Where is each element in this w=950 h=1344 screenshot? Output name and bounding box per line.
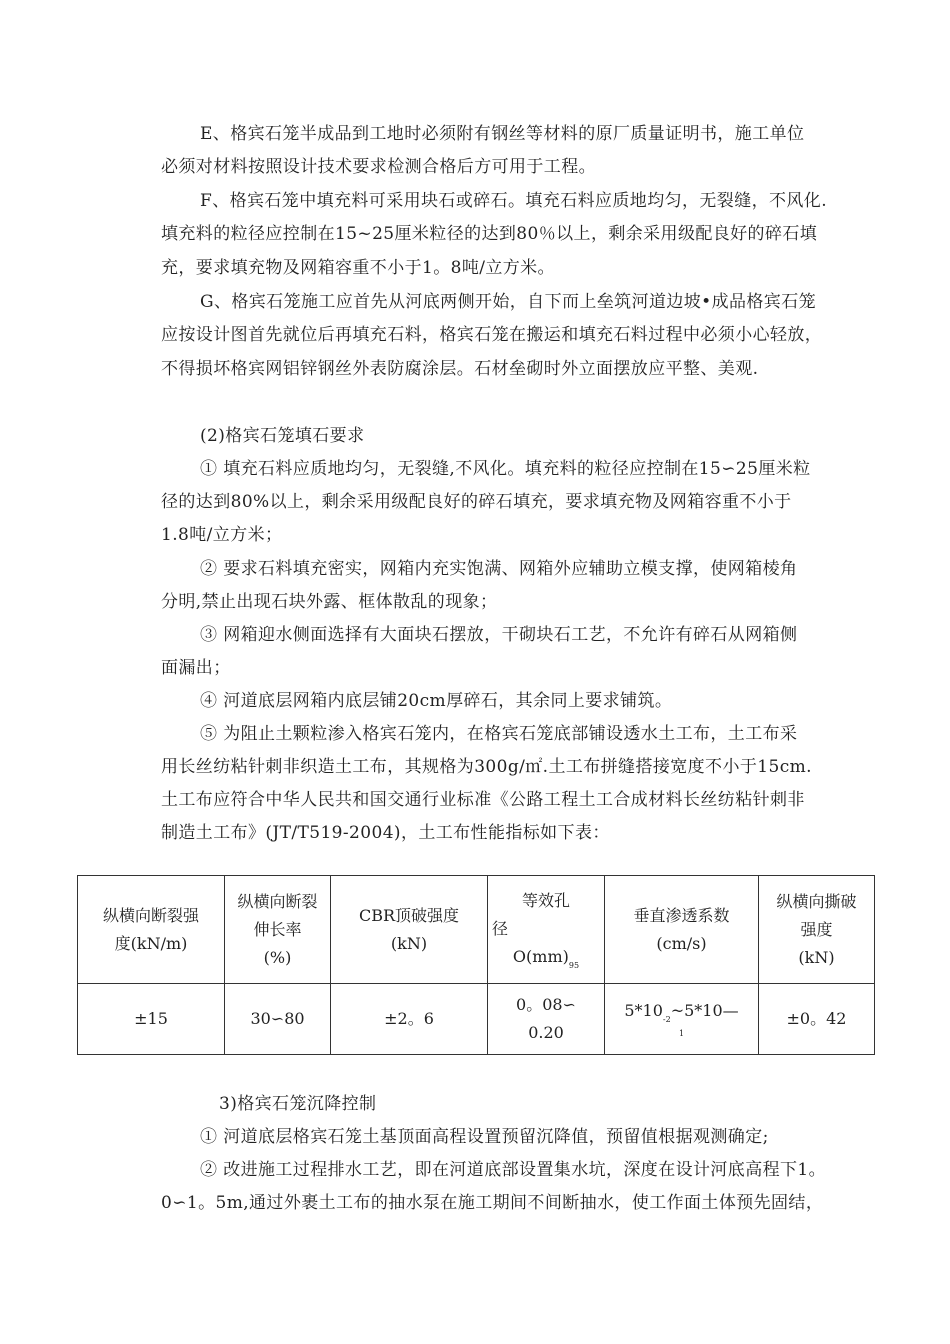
value-tear-strength: ±0。42 bbox=[759, 984, 875, 1055]
header-cell-text: 强度 bbox=[800, 919, 833, 939]
para-e-line1: E、格宾石笼半成品到工地时必须附有钢丝等材料的原厂质量证明书，施工单位 bbox=[200, 124, 805, 144]
value-cbr-strength: ±2。6 bbox=[331, 984, 488, 1055]
value-permeability bbox=[605, 984, 759, 1055]
value-cell-text: 0。08∽ bbox=[516, 995, 576, 1014]
permeability-low-exp: -2 bbox=[662, 1015, 671, 1024]
header-cell-text: 度(kN/m) bbox=[114, 933, 188, 953]
item-3-line2: 面漏出； bbox=[161, 658, 231, 678]
settlement-item-2-line1: ② 改进施工过程排水工艺，即在河道底部设置集水坑，深度在设计河底高程下1。 bbox=[200, 1160, 827, 1180]
header-cell-text: 径 bbox=[492, 918, 509, 938]
header-cell-text: 纵横向断裂强 bbox=[102, 905, 199, 925]
table-header-row bbox=[78, 876, 875, 984]
header-breaking-strength bbox=[78, 876, 225, 984]
item-1-line3: 1.8吨/立方米； bbox=[161, 525, 283, 545]
permeability-low: 5*10 bbox=[624, 1001, 663, 1020]
item-4: ④ 河道底层网箱内底层铺20cm厚碎石，其余同上要求铺筑。 bbox=[200, 691, 673, 711]
pore-size-symbol: O(mm) bbox=[512, 946, 569, 966]
header-cell-text bbox=[492, 943, 600, 973]
table-value-row bbox=[78, 984, 875, 1055]
item-1-line1: ① 填充石料应质地均匀，无裂缝,不风化。填充料的粒径应控制在15∽25厘米粒 bbox=[200, 459, 811, 479]
item-1-line2: 径的达到80%以上，剩余采用级配良好的碎石填充，要求填充物及网箱容重不小于 bbox=[161, 492, 792, 512]
value-cell-text bbox=[609, 997, 754, 1027]
header-cell-text: (%) bbox=[263, 947, 292, 967]
para-f-line1: F、格宾石笼中填充料可采用块石或碎石。填充石料应质地均匀，无裂缝，不风化. bbox=[200, 191, 827, 211]
pore-size-subscript: 95 bbox=[568, 960, 580, 970]
item-5-line1: ⑤ 为阻止土颗粒渗入格宾石笼内，在格宾石笼底部铺设透水土工布，土工布采 bbox=[200, 724, 798, 744]
header-tear-strength bbox=[759, 876, 875, 984]
item-5-line4: 制造土工布》(JT/T519-2004)，土工布性能指标如下表： bbox=[161, 823, 610, 843]
header-cell-text: (kN) bbox=[390, 933, 428, 953]
permeability-high-exp-sign: — bbox=[722, 1001, 739, 1020]
para-g-line2: 应按设计图首先就位后再填充石料，格宾石笼在搬运和填充石料过程中必须小心轻放， bbox=[161, 325, 823, 345]
item-2-line1: ② 要求石料填充密实，网箱内充实饱满、网箱外应辅助立模支撑，使网箱棱角 bbox=[200, 559, 798, 579]
value-elongation: 30∽80 bbox=[225, 984, 331, 1055]
header-cell-text: (kN) bbox=[798, 947, 835, 967]
header-permeability bbox=[605, 876, 759, 984]
geotextile-spec-table bbox=[77, 875, 875, 1055]
section-3-title: 3)格宾石笼沉降控制 bbox=[219, 1094, 377, 1114]
section-2-title: (2)格宾石笼填石要求 bbox=[200, 426, 365, 446]
header-pore-size bbox=[488, 876, 605, 984]
header-cell-text: 纵横向断裂 bbox=[237, 891, 318, 911]
para-f-line2: 填充料的粒径应控制在15~25厘米粒径的达到80％以上，剩余采用级配良好的碎石填 bbox=[161, 224, 818, 244]
permeability-high: ~5*10 bbox=[670, 1001, 723, 1020]
value-breaking-strength: ±15 bbox=[78, 984, 225, 1055]
para-g-line3: 不得损坏格宾网铝锌钢丝外表防腐涂层。石材垒砌时外立面摆放应平整、美观. bbox=[161, 359, 759, 379]
value-cell-text: 0.20 bbox=[528, 1023, 564, 1042]
header-elongation bbox=[225, 876, 331, 984]
header-cell-text: 纵横向撕破 bbox=[776, 891, 857, 911]
para-g-line1: G、格宾石笼施工应首先从河底两侧开始，自下而上垒筑河道边坡•成品格宾石笼 bbox=[200, 292, 817, 312]
permeability-high-exp: 1 bbox=[678, 1029, 685, 1038]
header-cell-text: 伸长率 bbox=[253, 919, 302, 939]
header-cell-text: 等效孔 bbox=[521, 890, 570, 910]
header-cell-text: (cm/s) bbox=[656, 933, 707, 953]
header-cell-text: CBR顶破强度 bbox=[358, 905, 460, 925]
item-5-line3: 土工布应符合中华人民共和国交通行业标准《公路工程土工合成材料长丝纺粘针刺非 bbox=[161, 790, 805, 810]
item-3-line1: ③ 网箱迎水侧面选择有大面块石摆放，干砌块石工艺，不允许有碎石从网箱侧 bbox=[200, 625, 798, 645]
para-f-line3: 充，要求填充物及网箱容重不小于1。8吨/立方米。 bbox=[161, 258, 555, 278]
header-cbr-strength bbox=[331, 876, 488, 984]
para-e-line2: 必须对材料按照设计技术要求检测合格后方可用于工程。 bbox=[161, 157, 596, 177]
settlement-item-1: ① 河道底层格宾石笼土基顶面高程设置预留沉降值，预留值根据观测确定; bbox=[200, 1127, 769, 1147]
settlement-item-2-line2: 0∽1。5m,通过外裹土工布的抽水泵在施工期间不间断抽水，使工作面土体预先固结， bbox=[161, 1193, 824, 1213]
header-cell-text: 垂直渗透系数 bbox=[633, 905, 730, 925]
item-5-line2: 用长丝纺粘针刺非织造土工布，其规格为300g/㎡.土工布拼缝搭接宽度不小于15cm. bbox=[161, 757, 812, 777]
item-2-line2: 分明,禁止出现石块外露、框体散乱的现象； bbox=[161, 592, 498, 612]
value-pore-size bbox=[488, 984, 605, 1055]
